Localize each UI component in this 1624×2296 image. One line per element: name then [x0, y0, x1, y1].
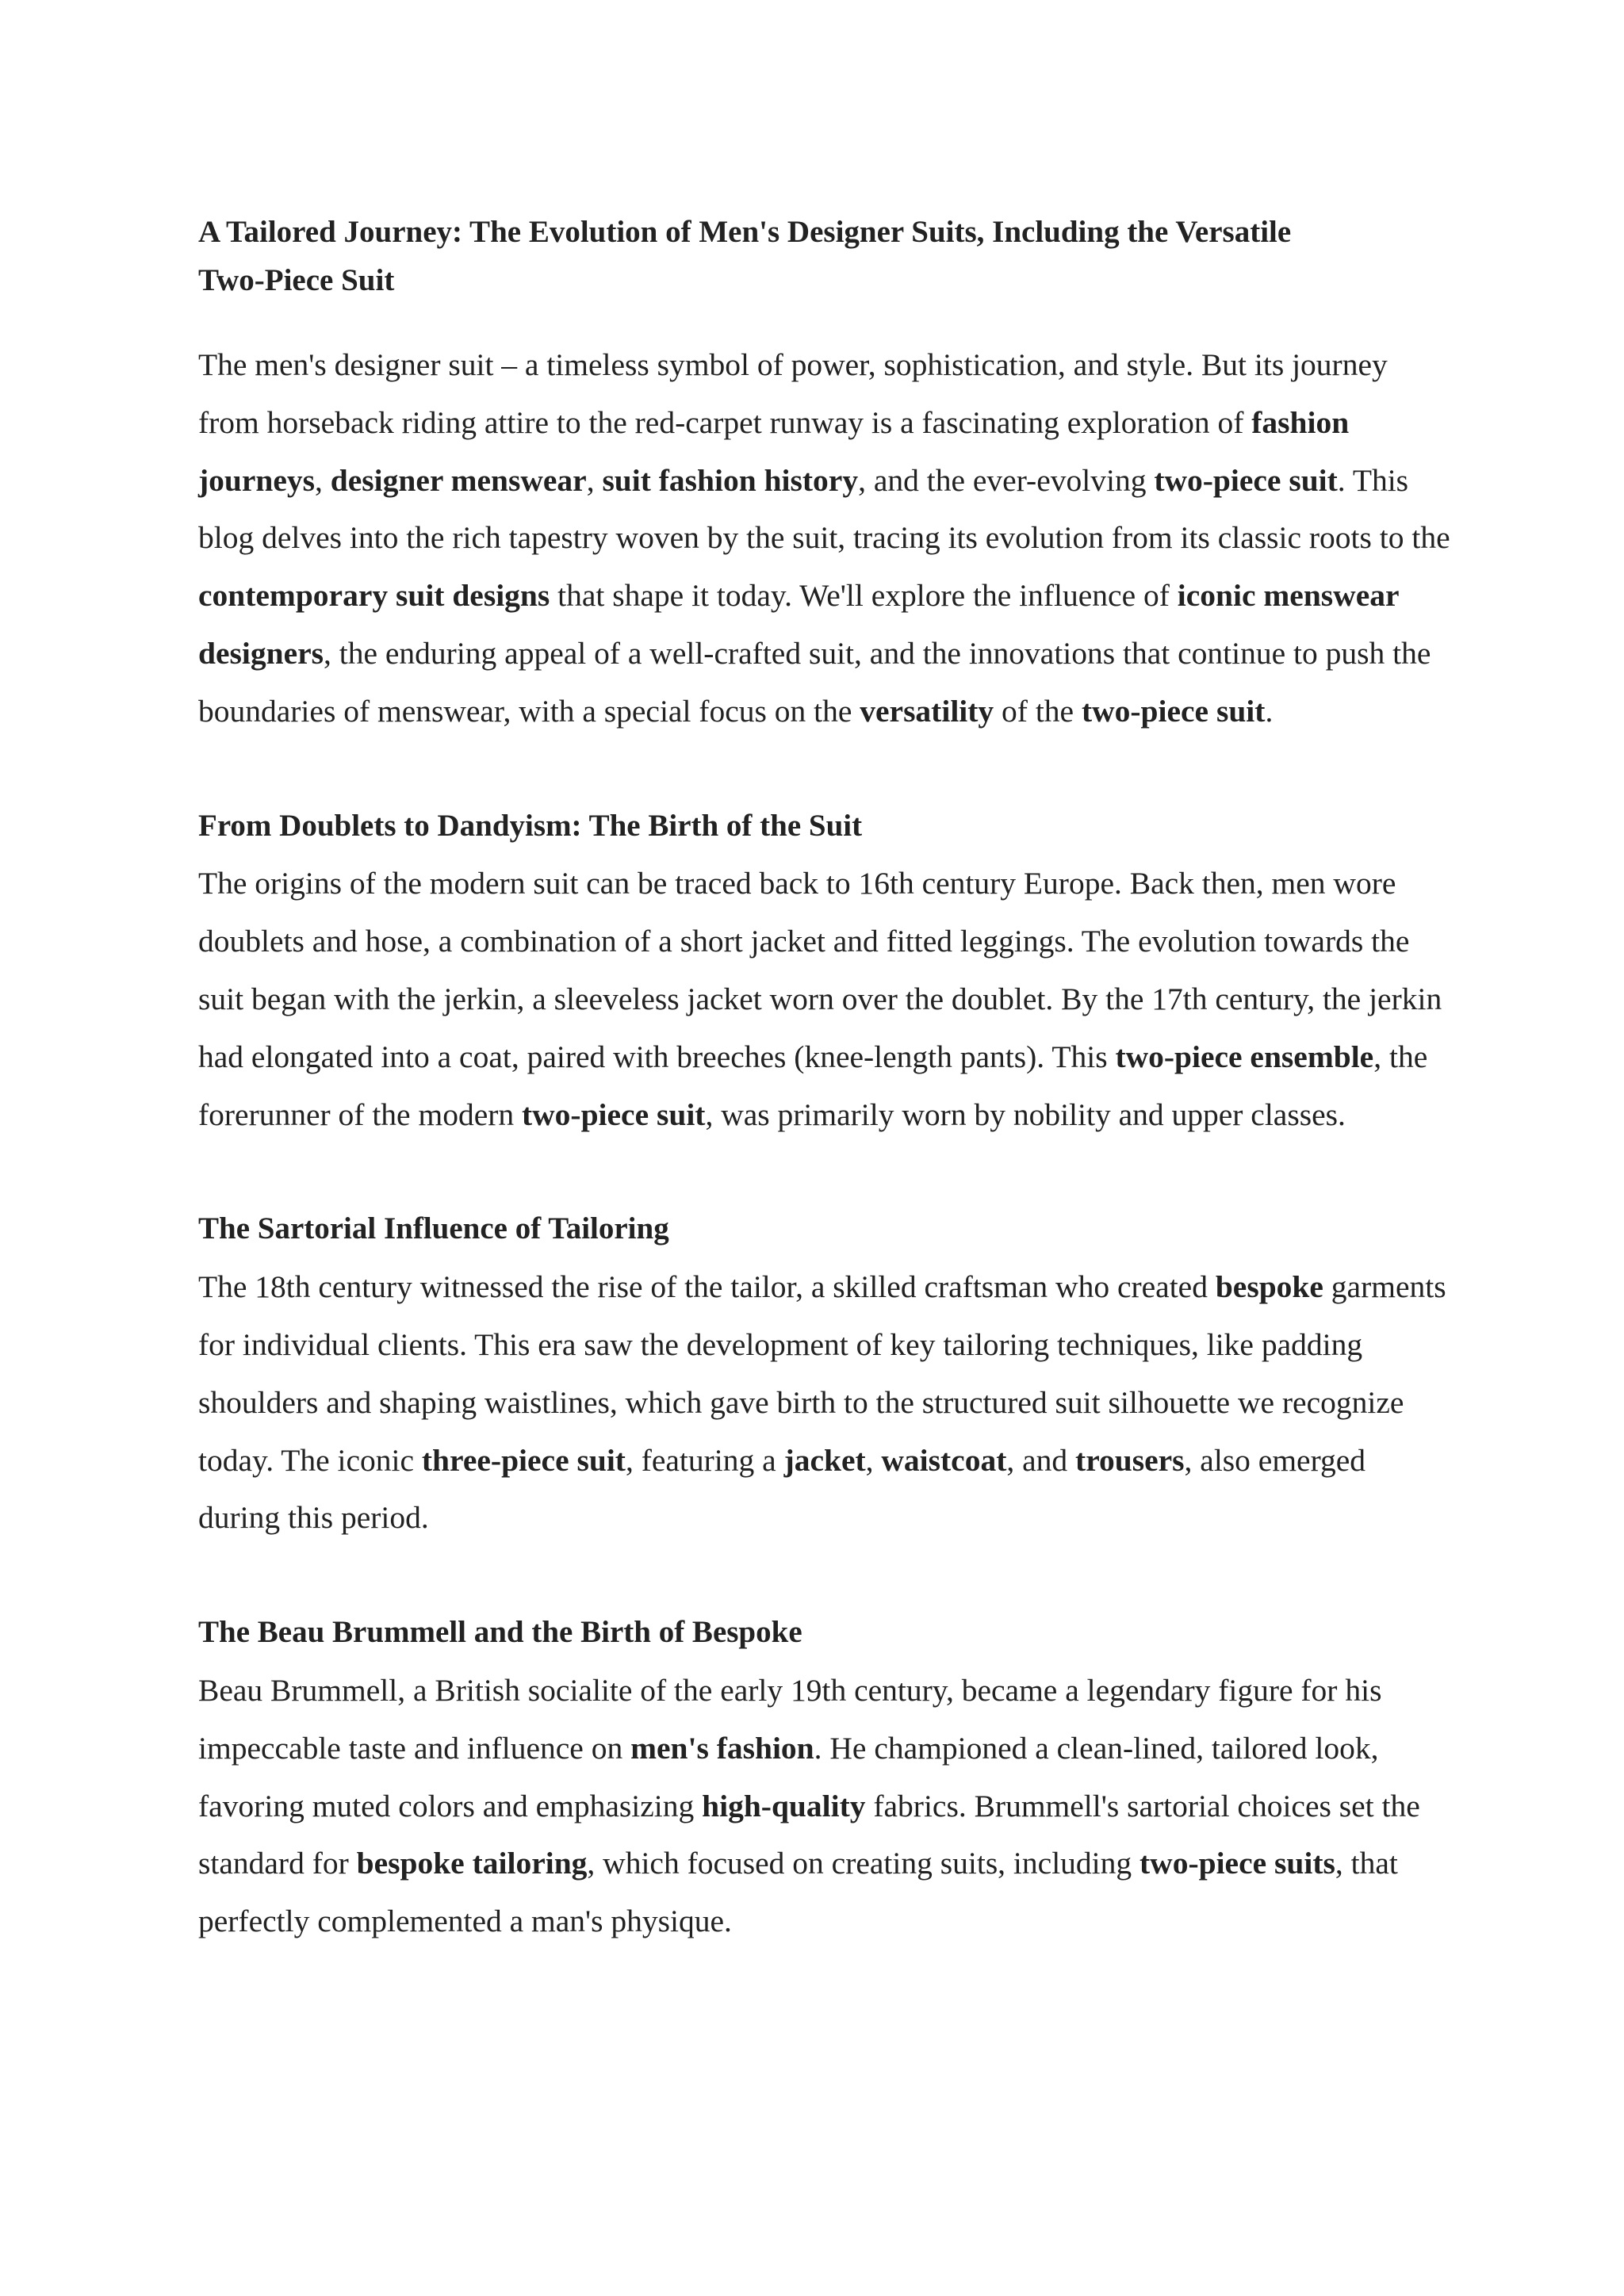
section-paragraph [198, 855, 1451, 1143]
section3-bold-mens-fashion: men's fashion [630, 1730, 814, 1766]
section3-text-3: fabrics. Brummell's sartorial choices set the standard for [198, 1788, 1420, 1881]
intro-bold-suit-fashion-history: suit fashion history [602, 462, 859, 498]
intro-bold-two-piece-suit: two-piece suit [1154, 462, 1338, 498]
document-title [198, 208, 1451, 304]
intro-text-8: of the [994, 693, 1082, 729]
section3-text-4: , which focused on creating suits, including [587, 1846, 1140, 1881]
section3-bold-high-quality: high-quality [702, 1788, 866, 1823]
intro-text-3: , [586, 462, 603, 498]
intro-bold-contemporary-suit-designs: contemporary suit designs [198, 578, 550, 614]
title-line-2: Two-Piece Suit [198, 263, 395, 297]
section1-bold-two-piece-ensemble: two-piece ensemble [1115, 1039, 1374, 1074]
document-page [198, 208, 1451, 1950]
section1-text-2: , the forerunner of the modern [198, 1039, 1428, 1132]
section-heading: The Sartorial Influence of Tailoring [198, 1211, 669, 1246]
section3-bold-bespoke-tailoring: bespoke tailoring [356, 1846, 588, 1881]
section-beau-brummell [198, 1604, 1451, 1950]
section-doublets-to-dandyism [198, 798, 1451, 1144]
section2-bold-jacket: jacket [783, 1442, 866, 1478]
section3-text-1: Beau Brummell, a British socialite of the early 19th century, became a legendary figure for his impeccable taste and influence on [198, 1672, 1382, 1766]
section1-text-1: The origins of the modern suit can be traced back to 16th century Europe. Back then, men wore doublets and hose, a combination of a short jacket and fitted leggings. The evolution towards the suit began with the jerkin, a sleeveless jacket worn over the doublet. By the 17th century, the jerkin had elongated into a coat, paired with breeches (knee-length pants). This [198, 866, 1442, 1074]
intro-bold-fashion-journeys: fashion journeys [198, 404, 1350, 498]
section3-bold-two-piece-suits: two-piece suits [1139, 1846, 1335, 1881]
section2-bold-waistcoat: waistcoat [881, 1442, 1007, 1478]
section3-text-2: . He championed a clean-lined, tailored look, favoring muted colors and emphasizing [198, 1730, 1379, 1823]
intro-text-4: , and the ever-evolving [858, 462, 1155, 498]
intro-text-6: that shape it today. We'll explore the influence of [550, 578, 1178, 614]
section2-text-1: The 18th century witnessed the rise of the tailor, a skilled craftsman who created [198, 1269, 1216, 1305]
section2-text-4: , [865, 1442, 882, 1478]
intro-bold-iconic-menswear-designers: iconic menswear designers [198, 578, 1399, 671]
title-line-1: A Tailored Journey: The Evolution of Men's Designer Suits, Including the Versatile [198, 215, 1292, 249]
section-paragraph [198, 1662, 1451, 1950]
section2-text-5: , and [1006, 1442, 1076, 1478]
section-sartorial-influence [198, 1200, 1451, 1547]
section2-bold-three-piece-suit: three-piece suit [421, 1442, 626, 1478]
section2-text-3: , featuring a [625, 1442, 784, 1478]
section-heading: The Beau Brummell and the Birth of Bespoke [198, 1615, 802, 1650]
intro-text-1: The men's designer suit – a timeless symbol of power, sophistication, and style. But its journey from horseback riding attire to the red-carpet runway is a fascinating exploration of [198, 347, 1388, 440]
section-paragraph [198, 1258, 1451, 1547]
intro-bold-designer-menswear: designer menswear [330, 462, 587, 498]
section1-text-3: , was primarily worn by nobility and upper classes. [705, 1096, 1346, 1132]
section1-bold-two-piece-suit: two-piece suit [522, 1096, 706, 1132]
intro-text-9: . [1265, 693, 1274, 729]
section2-text-2: garments for individual clients. This era saw the development of key tailoring techniques, like padding shoulders and shaping waistlines, which gave birth to the structured suit silhouette we recognize today. The iconic [198, 1269, 1446, 1478]
intro-text-7: , the enduring appeal of a well-crafted suit, and the innovations that continue to push the boundaries of menswear, with a special focus on the [198, 635, 1431, 729]
section3-text-5: , that perfectly complemented a man's physique. [198, 1846, 1398, 1939]
section2-text-6: , also emerged during this period. [198, 1442, 1366, 1536]
intro-bold-two-piece-suit-2: two-piece suit [1081, 693, 1266, 729]
section2-bold-bespoke: bespoke [1215, 1269, 1323, 1305]
section-heading: From Doublets to Dandyism: The Birth of the Suit [198, 808, 863, 843]
intro-bold-versatility: versatility [860, 693, 994, 729]
section2-bold-trousers: trousers [1075, 1442, 1185, 1478]
intro-text-2: , [315, 462, 331, 498]
intro-paragraph [198, 336, 1451, 740]
intro-text-5: . This blog delves into the rich tapestry woven by the suit, tracing its evolution from its classic roots to the [198, 462, 1450, 556]
